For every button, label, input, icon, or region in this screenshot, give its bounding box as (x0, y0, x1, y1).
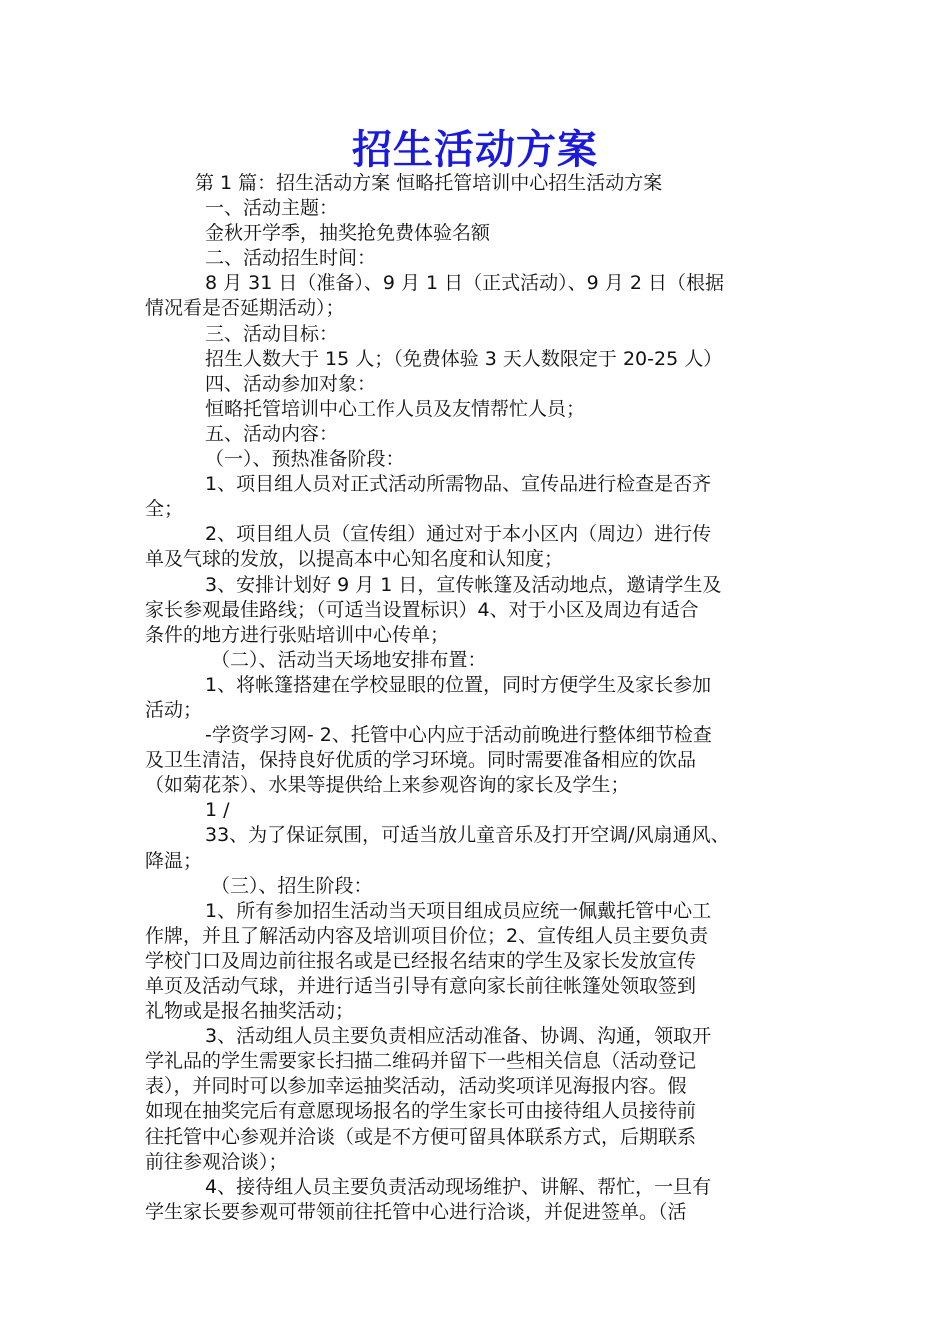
document-line: 学礼品的学生需要家长扫描二维码并留下一些相关信息（活动登记 (145, 1050, 697, 1073)
document-line: 及卫生清洁，保持良好优质的学习环境。同时需要准备相应的饮品 (145, 749, 697, 772)
document-line: 情况看是否延期活动）； (145, 297, 345, 320)
document-line: 1、所有参加招生活动当天项目组成员应统一佩戴托管中心工 (205, 899, 712, 922)
document-line: 活动； (145, 698, 203, 721)
document-line: 招生人数大于 15 人；（免费体验 3 天人数限定于 20-25 人） (205, 347, 723, 370)
document-line: 1、将帐篷搭建在学校显眼的位置，同时方便学生及家长参加 (205, 673, 712, 696)
document-line: 表），并同时可以参加幸运抽奖活动，活动奖项详见海报内容。假 (145, 1075, 687, 1098)
document-line: （三）、招生阶段： (211, 874, 373, 897)
document-line: 2、项目组人员（宣传组）通过对于本小区内（周边）进行传 (205, 523, 712, 546)
document-line: 前往参观洽谈）； (145, 1150, 288, 1173)
document-line: 二、活动招生时间： (205, 247, 377, 270)
page-number: 1 / (205, 799, 230, 822)
document-line: 单页及活动气球，并进行适当引导有意向家长前往帐篷处领取签到 (145, 975, 697, 997)
document-line: 条件的地方进行张贴培训中心传单； (145, 623, 450, 646)
document-line: 3、活动组人员主要负责相应活动准备、协调、沟通，领取开 (205, 1025, 712, 1048)
document-line: -学资学习网- 2、托管中心内应于活动前晚进行整体细节检查 (205, 724, 712, 747)
document-line: 学校门口及周边前往报名或是已经报名结束的学生及家长发放宣传 (145, 949, 697, 972)
document-title: 招生活动方案 (352, 126, 598, 173)
document-line: 三、活动目标： (205, 322, 339, 345)
document-line: 第 1 篇：招生活动方案 恒略托管培训中心招生活动方案 (195, 172, 663, 194)
document-line: 学生家长要参观可带领前往托管中心进行洽谈，并促进签单。（活 (145, 1200, 687, 1223)
document-line: 单及气球的发放，以提高本中心知名度和认知度； (145, 548, 564, 571)
document-body (145, 171, 810, 1225)
document-line: 降温； (145, 849, 203, 872)
document-line: 恒略托管培训中心工作人员及友情帮忙人员； (205, 397, 586, 420)
document-line: （如菊花茶）、水果等提供给上来参观咨询的家长及学生； (145, 774, 630, 797)
document-line: 4、接待组人员主要负责活动现场维护、讲解、帮忙，一旦有 (205, 1175, 712, 1198)
document-line: 金秋开学季，抽奖抢免费体验名额 (205, 222, 491, 245)
document-line: 33、为了保证氛围，可适当放儿童音乐及打开空调/风扇通风、 (205, 824, 730, 847)
document-line: 全； (145, 498, 184, 521)
document-line: 作牌，并且了解活动内容及培训项目价位；2、宣传组人员主要负责 (145, 924, 709, 947)
document-line: 四、活动参加对象： (205, 372, 377, 395)
document-line: 3、安排计划好 9 月 1 日，宣传帐篷及活动地点，邀请学生及 (205, 573, 722, 596)
document-line: 礼物或是报名抽奖活动； (145, 1000, 355, 1023)
document-line: （一）、预热准备阶段： (205, 448, 405, 471)
document-line: 五、活动内容： (205, 422, 339, 445)
document-line: （二）、活动当天场地安排布置： (211, 648, 487, 671)
document-line: 一、活动主题： (205, 197, 339, 220)
document-line: 如现在抽奖完后有意愿现场报名的学生家长可由接待组人员接待前 (145, 1100, 697, 1123)
document-line: 家长参观最佳路线；（可适当设置标识）4、对于小区及周边有适合 (145, 598, 699, 621)
document-line: 8 月 31 日（准备）、9 月 1 日（正式活动）、9 月 2 日（根据 (205, 272, 724, 295)
document-line: 1、项目组人员对正式活动所需物品、宣传品进行检查是否齐 (205, 473, 712, 496)
document-line: 往托管中心参观并洽谈（或是不方便可留具体联系方式，后期联系 (145, 1125, 697, 1148)
